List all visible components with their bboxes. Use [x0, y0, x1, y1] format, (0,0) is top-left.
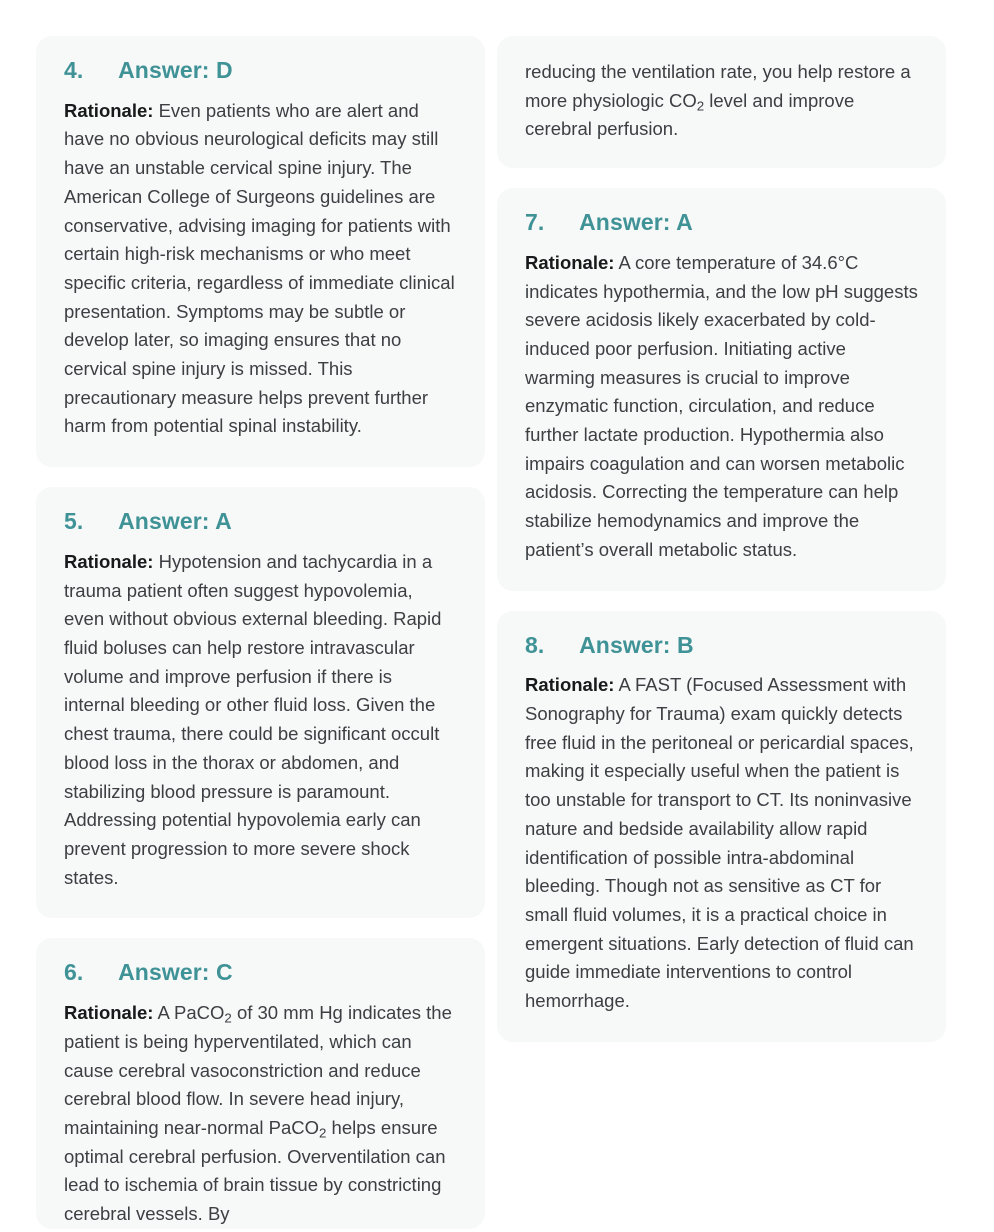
answer-card-5-heading: 5. Answer: A — [64, 508, 232, 535]
answer-card-7-heading: 7. Answer: A — [525, 209, 693, 236]
answer-card-6-rationale — [64, 999, 457, 1229]
rationale-body-part-1: A PaCO — [153, 1002, 225, 1024]
rationale-label: Rationale: — [525, 251, 615, 273]
answer-card-8-rationale — [525, 671, 918, 1015]
answer-card-8 — [497, 611, 946, 1042]
answer-card-4-heading: 4. Answer: D — [64, 57, 233, 83]
rationale-body-part-2: of 30 mm Hg indicates the patient is being hyperventilated, which can cause cerebral vasoconstriction and reduce cerebral blood flow. In severe head injury, maintaining near-normal PaCO — [64, 1002, 452, 1138]
answer-card-4-rationale — [64, 97, 457, 441]
right-column — [497, 36, 946, 1042]
rationale-body-part-3: helps ensure optimal cerebral perfusion. Overventilation can lead to ischemia of brain tissue by constricting cerebral vessels. By — [64, 1116, 446, 1225]
subscript-two: 2 — [696, 98, 705, 114]
answer-card-7-rationale — [525, 249, 918, 565]
rationale-label: Rationale: — [64, 99, 154, 121]
answer-card-7 — [497, 188, 946, 590]
continuation-part-1: reducing the ventilation rate, you help restore a more physiologic CO — [525, 61, 911, 111]
answer-card-8-heading: 8. Answer: B — [525, 631, 694, 658]
subscript-two: 2 — [224, 1010, 232, 1026]
two-column-layout — [36, 36, 940, 1232]
rationale-body: Even patients who are alert and have no obvious neurological deficits may still have an unstable cervical spine injury. The American College of Surgeons guidelines are conservative, advising imaging for patients with certain high-risk mechanisms or who meet specific criteria, regardless of immediate clinical presentation. Symptoms may be subtle or develop later, so imaging ensures that no cervical spine injury is missed. This precautionary measure helps prevent further harm from potential spinal instability. — [64, 99, 455, 437]
rationale-body: A FAST (Focused Assessment with Sonography for Trauma) exam quickly detects free fluid in the peritoneal or pericardial spaces, making it especially useful when the patient is too unstable for transport to CT. Its noninvasive nature and bedside availability allow rapid identification of possible intra-abdominal bleeding. Though not as sensitive as CT for small fluid volumes, it is a practical choice in emergent situations. Early detection of fluid can guide immediate interventions to control hemorrhage. — [525, 674, 914, 1012]
answer-card-6 — [36, 938, 485, 1228]
answer-card-6-continuation-text — [525, 58, 918, 144]
answer-card-6-continuation — [497, 36, 946, 168]
left-column — [36, 36, 485, 1229]
rationale-body: A core temperature of 34.6°C indicates hypothermia, and the low pH suggests severe acidosis likely exacerbated by cold-induced poor perfusion. Initiating active warming measures is crucial to improve enzymatic function, circulation, and reduce further lactate production. Hypothermia also impairs coagulation and can worsen metabolic acidosis. Correcting the temperature can help stabilize hemodynamics and improve the patient’s overall metabolic status. — [525, 251, 918, 560]
rationale-label: Rationale: — [64, 1002, 154, 1024]
rationale-label: Rationale: — [64, 550, 154, 572]
continuation-part-2: level and improve cerebral perfusion. — [525, 89, 855, 140]
rationale-body: Hypotension and tachycardia in a trauma patient often suggest hypovolemia, even without obvious external bleeding. Rapid fluid boluses can help restore intravascular volume and improve perfusion if there is internal bleeding or other fluid loss. Given the chest trauma, there could be significant occult blood loss in the thorax or abdomen, and stabilizing blood pressure is paramount. Addressing potential hypovolemia early can prevent progression to more severe shock states. — [64, 550, 442, 888]
answer-card-4 — [36, 36, 485, 467]
subscript-two: 2 — [319, 1125, 327, 1141]
answer-card-5 — [36, 487, 485, 918]
answer-card-5-rationale — [64, 548, 457, 892]
answer-card-6-heading: 6. Answer: C — [64, 959, 233, 986]
rationale-label: Rationale: — [525, 674, 615, 696]
